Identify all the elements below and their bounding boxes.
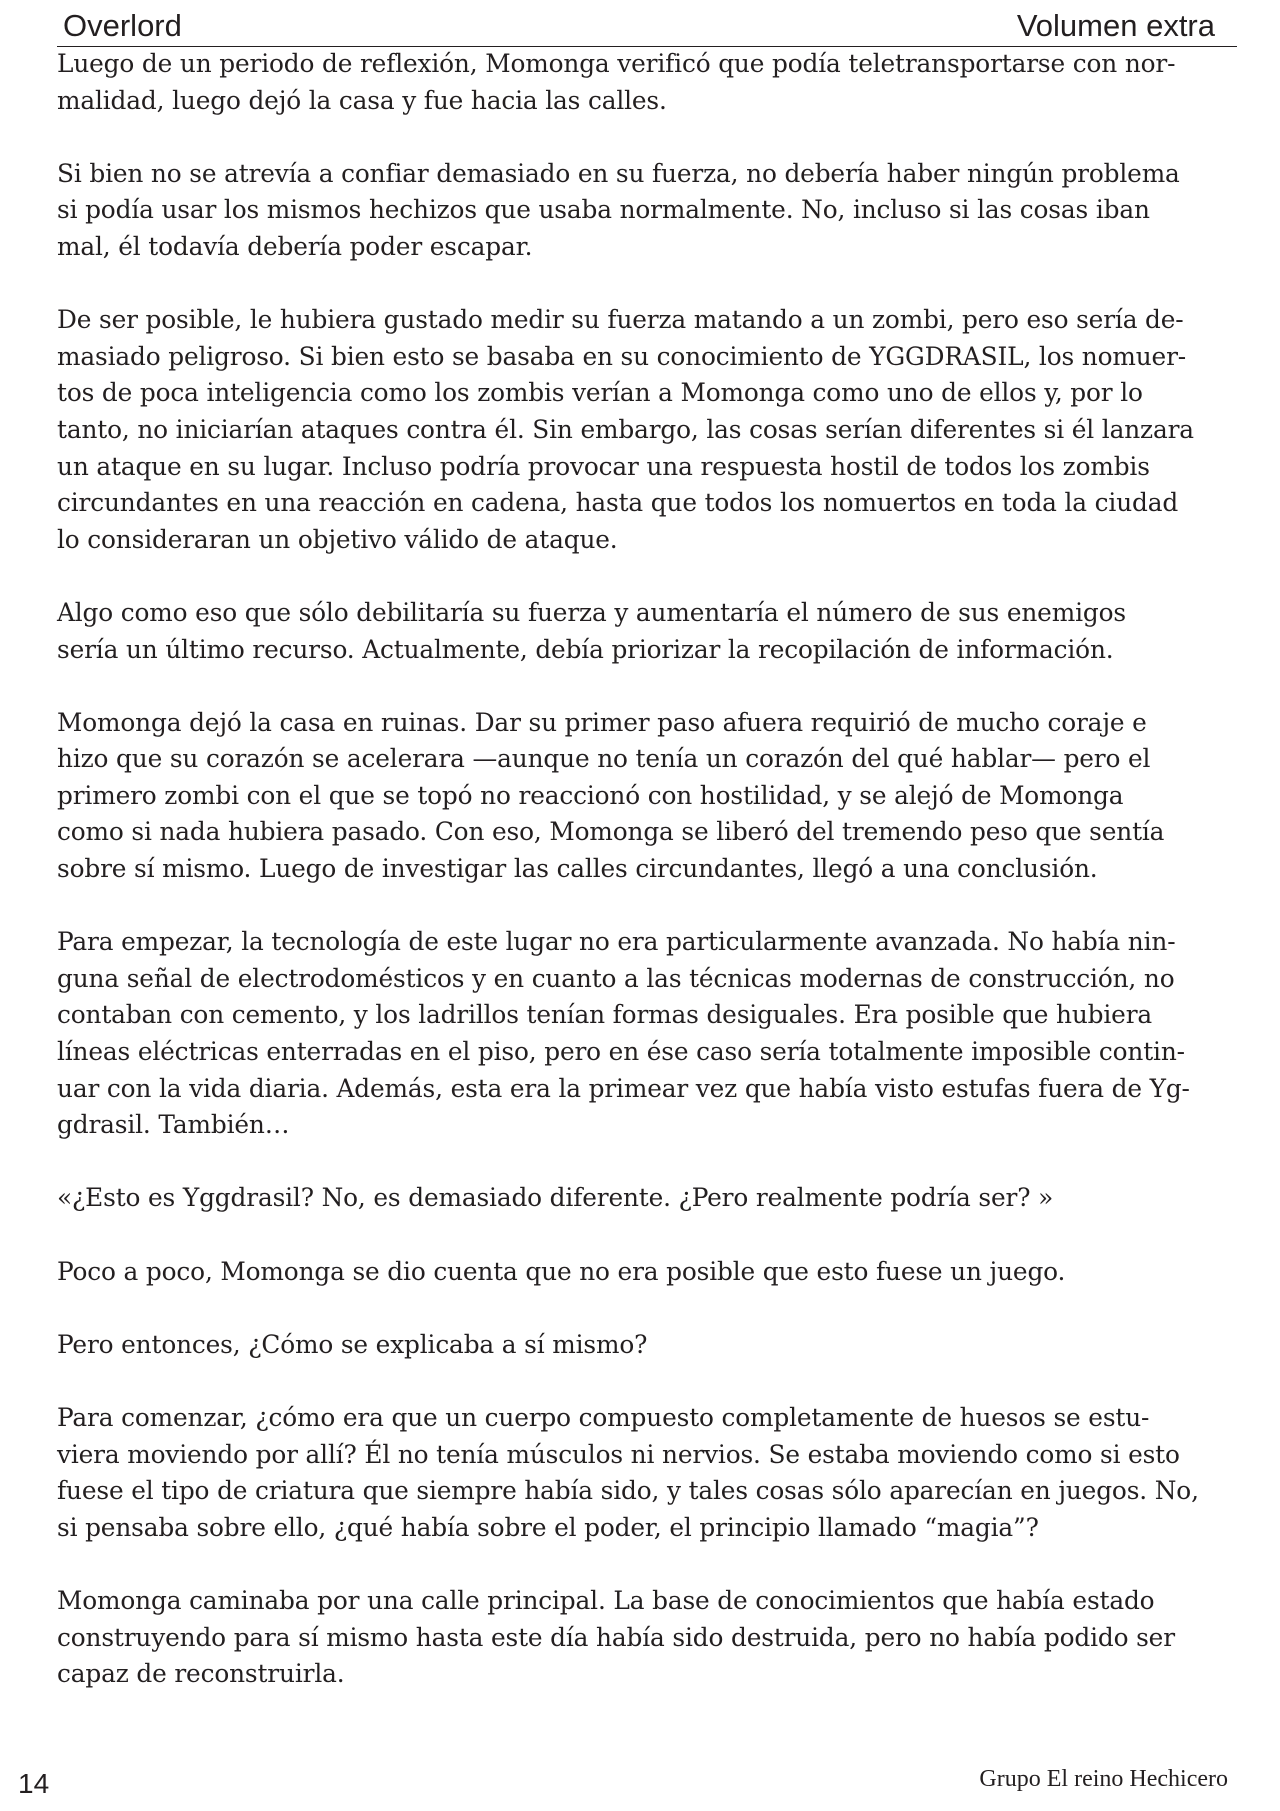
text-line: sería un último recurso. Actualmente, debía priorizar la recopilación de información. xyxy=(57,634,1114,664)
text-line: contaban con cemento, y los ladrillos tenían formas desiguales. Era posible que hubiera xyxy=(57,1000,1153,1030)
paragraph xyxy=(57,1400,1237,1546)
paragraph xyxy=(57,46,1237,119)
text-line: fuese el tipo de criatura que siempre había sido, y tales cosas sólo aparecían en juegos. No, xyxy=(57,1476,1199,1506)
paragraph xyxy=(57,924,1237,1144)
text-line: guna señal de electrodomésticos y en cuanto a las técnicas modernas de construcción, no xyxy=(57,963,1175,993)
text-line: construyendo para sí mismo hasta este día había sido destruida, pero no había podido ser xyxy=(57,1622,1175,1652)
body-text xyxy=(57,46,1237,1729)
text-line: Momonga dejó la casa en ruinas. Dar su primer paso afuera requirió de mucho coraje e xyxy=(57,707,1147,737)
page-header xyxy=(57,4,1237,47)
text-line: Momonga caminaba por una calle principal. La base de conocimientos que había estado xyxy=(57,1585,1155,1615)
text-line: tanto, no iniciarían ataques contra él. Sin embargo, las cosas serían diferentes si él lanzara xyxy=(57,414,1194,444)
text-line: capaz de reconstruirla. xyxy=(57,1659,345,1689)
paragraph xyxy=(57,595,1237,668)
text-line: primero zombi con el que se topó no reaccionó con hostilidad, y se alejó de Momonga xyxy=(57,780,1124,810)
text-line: Pero entonces, ¿Cómo se explicaba a sí mismo? xyxy=(57,1329,648,1359)
text-line: circundantes en una reacción en cadena, hasta que todos los nomuertos en toda la ciudad xyxy=(57,488,1179,518)
text-line: sobre sí mismo. Luego de investigar las calles circundantes, llegó a una conclusión. xyxy=(57,854,1098,884)
text-line: si podía usar los mismos hechizos que usaba normalmente. No, incluso si las cosas iban xyxy=(57,195,1150,225)
paragraph xyxy=(57,302,1237,558)
text-line: De ser posible, le hubiera gustado medir su fuerza matando a un zombi, pero eso sería de- xyxy=(57,305,1184,335)
paragraph xyxy=(57,156,1237,266)
text-line: líneas eléctricas enterradas en el piso, pero en ése caso sería totalmente imposible contin- xyxy=(57,1037,1185,1067)
text-line: Poco a poco, Momonga se dio cuenta que no era posible que esto fuese un juego. xyxy=(57,1256,1066,1286)
text-line: si pensaba sobre ello, ¿qué había sobre el poder, el principio llamado “magia”? xyxy=(57,1512,1039,1542)
page-number: 14 xyxy=(18,1768,50,1799)
text-line: malidad, luego dejó la casa y fue hacia las calles. xyxy=(57,85,667,115)
text-line: gdrasil. También… xyxy=(57,1110,290,1140)
text-line: Para empezar, la tecnología de este lugar no era particularmente avanzada. No había nin- xyxy=(57,927,1176,957)
paragraph xyxy=(57,1327,1237,1364)
text-line: como si nada hubiera pasado. Con eso, Momonga se liberó del tremendo peso que sentía xyxy=(57,817,1165,847)
text-line: mal, él todavía debería poder escapar. xyxy=(57,231,533,261)
text-line: Luego de un periodo de reflexión, Momonga verificó que podía teletransportarse con nor- xyxy=(57,49,1176,78)
header-book-title: Overlord xyxy=(63,8,182,43)
text-line: uar con la vida diaria. Además, esta era la primear vez que había visto estufas fuera de Yg- xyxy=(57,1073,1190,1103)
text-line: tos de poca inteligencia como los zombis verían a Momonga como uno de ellos y, por lo xyxy=(57,378,1143,408)
footer-group-name: Grupo El reino Hechicero xyxy=(979,1766,1228,1792)
paragraph xyxy=(57,1583,1237,1693)
text-line: «¿Esto es Yggdrasil? No, es demasiado diferente. ¿Pero realmente podría ser? » xyxy=(57,1183,1054,1213)
text-line: lo consideraran un objetivo válido de ataque. xyxy=(57,524,618,554)
header-volume-title: Volumen extra xyxy=(1016,8,1215,43)
text-line: Algo como eso que sólo debilitaría su fuerza y aumentaría el número de sus enemigos xyxy=(57,597,1126,627)
paragraph xyxy=(57,705,1237,888)
text-line: hizo que su corazón se acelerara —aunque no tenía un corazón del qué hablar— pero el xyxy=(57,744,1151,774)
text-line: viera moviendo por allí? Él no tenía músculos ni nervios. Se estaba moviendo como si esto xyxy=(57,1439,1180,1469)
text-line: masiado peligroso. Si bien esto se basaba en su conocimiento de YGGDRASIL, los nomuer- xyxy=(57,341,1187,371)
paragraph xyxy=(57,1180,1237,1217)
paragraph xyxy=(57,1254,1237,1291)
text-line: un ataque en su lugar. Incluso podría provocar una respuesta hostil de todos los zombis xyxy=(57,451,1150,481)
text-line: Para comenzar, ¿cómo era que un cuerpo compuesto completamente de huesos se estu- xyxy=(57,1402,1150,1432)
text-line: Si bien no se atrevía a confiar demasiado en su fuerza, no debería haber ningún problema xyxy=(57,158,1180,188)
